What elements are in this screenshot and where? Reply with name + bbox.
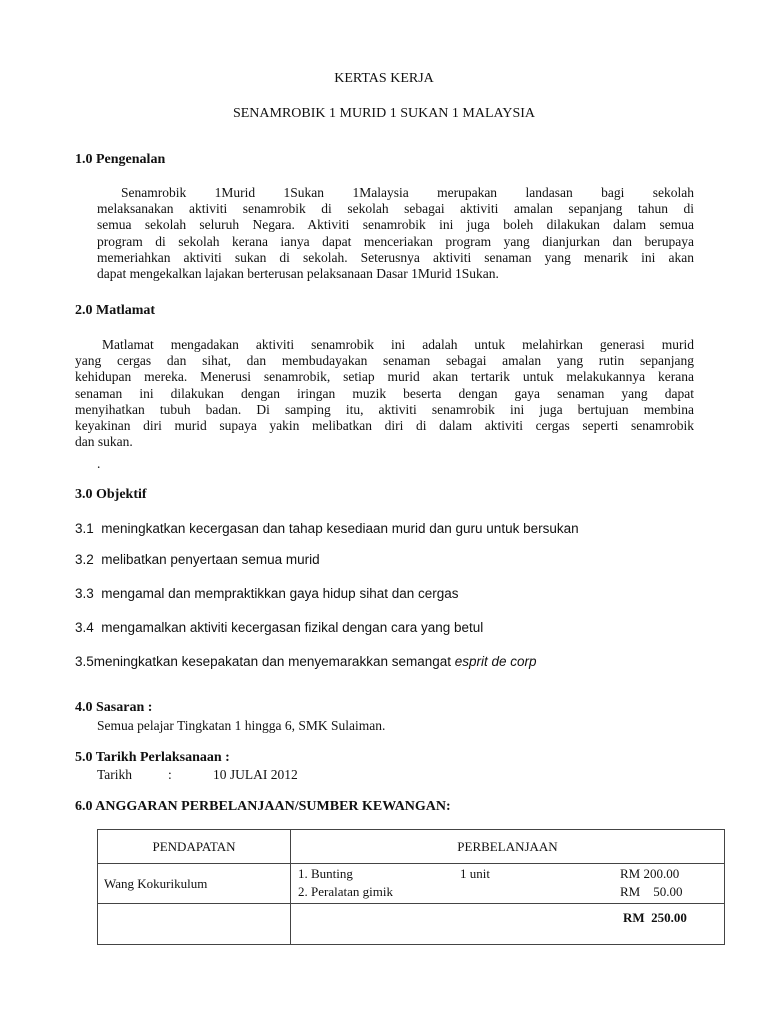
paragraph-line: yang cergas dan sihat, dan membudayakan senaman sebagai amalan yang rutin sepanjang xyxy=(75,353,694,369)
objective-italic-term: esprit de corp xyxy=(454,654,537,669)
tarikh-value: 10 JULAI 2012 xyxy=(213,767,298,782)
objective-number: 3.5 xyxy=(75,654,94,669)
paragraph-line: keyakinan diri murid supaya yakin melibatkan diri di dalam aktiviti cergas seperti senamrobik xyxy=(75,417,694,433)
sasaran-text: Semua pelajar Tingkatan 1 hingga 6, SMK Sulaiman. xyxy=(97,718,386,733)
section-heading-tarikh: 5.0 Tarikh Perlaksanaan : xyxy=(75,750,230,765)
doc-title: KERTAS KERJA xyxy=(334,71,434,86)
doc-subtitle: SENAMROBIK 1 MURID 1 SUKAN 1 MALAYSIA xyxy=(232,106,536,121)
paragraph-matlamat xyxy=(75,337,694,450)
objective-item xyxy=(75,521,579,536)
trailing-dot: . xyxy=(97,456,101,471)
tarikh-separator: : xyxy=(168,767,172,782)
objective-text: mengamalkan aktiviti kecergasan fizikal dengan cara yang betul xyxy=(101,620,484,635)
paragraph-line: senaman ini dilakukan dengan iringan muzik beserta dengan gaya senaman yang dapat xyxy=(75,385,694,401)
objective-item xyxy=(75,620,483,635)
objective-item xyxy=(75,552,320,567)
paragraph-line: kehidupan mereka. Menerusi senamrobik, setiap murid akan tertarik untuk melakukannya kerana xyxy=(75,369,694,385)
section-heading-pengenalan: 1.0 Pengenalan xyxy=(75,152,166,167)
objective-text: mengamal dan mempraktikkan gaya hidup sihat dan cergas xyxy=(101,586,459,601)
paragraph-line: semua sekolah seluruh Negara. Aktiviti senamrobik ini juga boleh dilakukan dalam semua xyxy=(97,217,694,233)
section-heading-matlamat: 2.0 Matlamat xyxy=(75,303,156,318)
paragraph-line: Matlamat mengadakan aktiviti senamrobik ini adalah untuk melahirkan generasi murid xyxy=(102,337,694,352)
paragraph-line: memeriahkan aktiviti sukan di sekolah. Seterusnya aktiviti senaman yang menarik ini akan xyxy=(97,249,694,265)
expense-item: 2. Peralatan gimik xyxy=(298,884,393,899)
section-heading-objektif: 3.0 Objektif xyxy=(75,487,147,502)
paragraph-line: dan sukan. xyxy=(75,434,133,450)
objective-item xyxy=(75,654,537,669)
expense-amount: RM 50.00 xyxy=(620,884,683,899)
budget-total: RM 250.00 xyxy=(623,910,687,925)
objective-number: 3.4 xyxy=(75,620,94,635)
paragraph-line: dapat mengekalkan lajakan berterusan pelaksanaan Dasar 1Murid 1Sukan. xyxy=(97,265,499,281)
objective-text: melibatkan penyertaan semua murid xyxy=(101,552,320,567)
tarikh-label: Tarikh xyxy=(97,767,133,782)
objective-number: 3.1 xyxy=(75,521,94,536)
budget-header-pendapatan: PENDAPATAN xyxy=(98,830,291,864)
expense-item: 1. Bunting xyxy=(298,866,353,881)
paragraph-line: menyihatkan tubuh badan. Di samping itu, aktiviti senamrobik ini juga bertujuan membina xyxy=(75,401,694,417)
section-heading-sasaran: 4.0 Sasaran : xyxy=(75,700,153,715)
budget-total-cell xyxy=(291,904,725,945)
paragraph-pengenalan xyxy=(97,185,694,282)
budget-header-perbelanjaan: PERBELANJAAN xyxy=(291,830,725,864)
budget-table xyxy=(97,829,725,945)
total-wrap xyxy=(291,904,724,944)
budget-expense-cell xyxy=(291,864,725,904)
expense-list xyxy=(291,864,724,903)
objective-text: meningkatkan kesepakatan dan menyemarakkan semangat xyxy=(93,654,451,669)
objective-text: meningkatkan kecergasan dan tahap kesediaan murid dan guru untuk bersukan xyxy=(101,521,579,536)
objective-number: 3.2 xyxy=(75,552,94,567)
section-heading-anggaran: 6.0 ANGGARAN PERBELANJAAN/SUMBER KEWANGAN: xyxy=(75,799,451,814)
expense-amount: RM 200.00 xyxy=(620,866,680,881)
income-source: Wang Kokurikulum xyxy=(104,875,208,891)
budget-empty-cell xyxy=(98,904,291,945)
budget-income-cell xyxy=(98,864,291,904)
paragraph-line: melaksanakan aktiviti senamrobik di sekolah sebagai aktiviti amalan sepanjang tahun di xyxy=(97,201,694,217)
expense-qty: 1 unit xyxy=(460,866,490,881)
objective-number: 3.3 xyxy=(75,586,94,601)
paragraph-line: program di sekolah kerana ianya dapat menceriakan program yang dianjurkan dan berupaya xyxy=(97,233,694,249)
paragraph-line: Senamrobik 1Murid 1Sukan 1Malaysia merupakan landasan bagi sekolah xyxy=(121,185,694,200)
objective-item xyxy=(75,586,459,601)
